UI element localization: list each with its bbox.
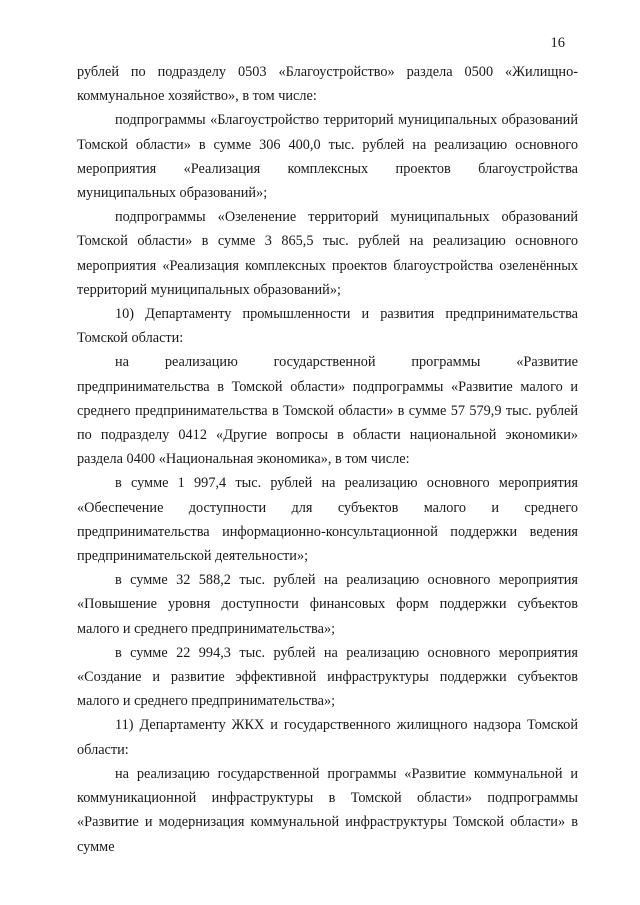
paragraph-subprogram-improvement: подпрограммы «Благоустройство территорий муниципальных образований Томской области» в сумме 306 400,0 тыс. рублей на реализацию основного мероприятия «Реализация комплексных проектов благоустройства муниципальных образований»; — [77, 112, 578, 202]
document-body — [77, 60, 578, 859]
paragraph-item-10: 10) Департаменту промышленности и развития предпринимательства Томской области: — [77, 306, 578, 347]
paragraph-communal-program: на реализацию государственной программы «Развитие коммунальной и коммуникационной инфраструктуры в Томской области» подпрограммы «Развитие и модернизация коммунальной инфраструктуры Томской области» в сумме — [77, 765, 578, 855]
paragraph-amount-22994: в сумме 22 994,3 тыс. рублей на реализацию основного мероприятия «Создание и развитие эффективной инфраструктуры поддержки субъектов малого и среднего предпринимательства»; — [77, 644, 578, 710]
paragraph-item-11: 11) Департаменту ЖКХ и государственного жилищного надзора Томской области: — [77, 717, 578, 758]
page-number: 16 — [550, 35, 565, 51]
paragraph-amount-32588: в сумме 32 588,2 тыс. рублей на реализацию основного мероприятия «Повышение уровня доступности финансовых форм поддержки субъектов малого и среднего предпринимательства»; — [77, 572, 578, 637]
paragraph-entrepreneurship-program: на реализацию государственной программы «Развитие предпринимательства в Томской области» подпрограммы «Развитие малого и среднего предпринимательства в Томской области» в сумме 57 579,9 тыс. рублей по подразделу 0412 «Другие вопросы в области национальной экономики» раздела 0400 «Национальная экономика», в том числе: — [77, 354, 578, 468]
paragraph-continuation: рублей по подразделу 0503 «Благоустройство» раздела 0500 «Жилищно-коммунальное хозяйство», в том числе: — [77, 64, 578, 105]
paragraph-amount-1997: в сумме 1 997,4 тыс. рублей на реализацию основного мероприятия «Обеспечение доступности для субъектов малого и среднего предпринимательства информационно-консультационной поддержки ведения предпринимательской деятельности»; — [77, 475, 578, 565]
paragraph-subprogram-greening: подпрограммы «Озеленение территорий муниципальных образований Томской области» в сумме 3 865,5 тыс. рублей на реализацию основного мероприятия «Реализация комплексных проектов благоустройства озеленённых территорий муниципальных образований»; — [77, 209, 578, 298]
